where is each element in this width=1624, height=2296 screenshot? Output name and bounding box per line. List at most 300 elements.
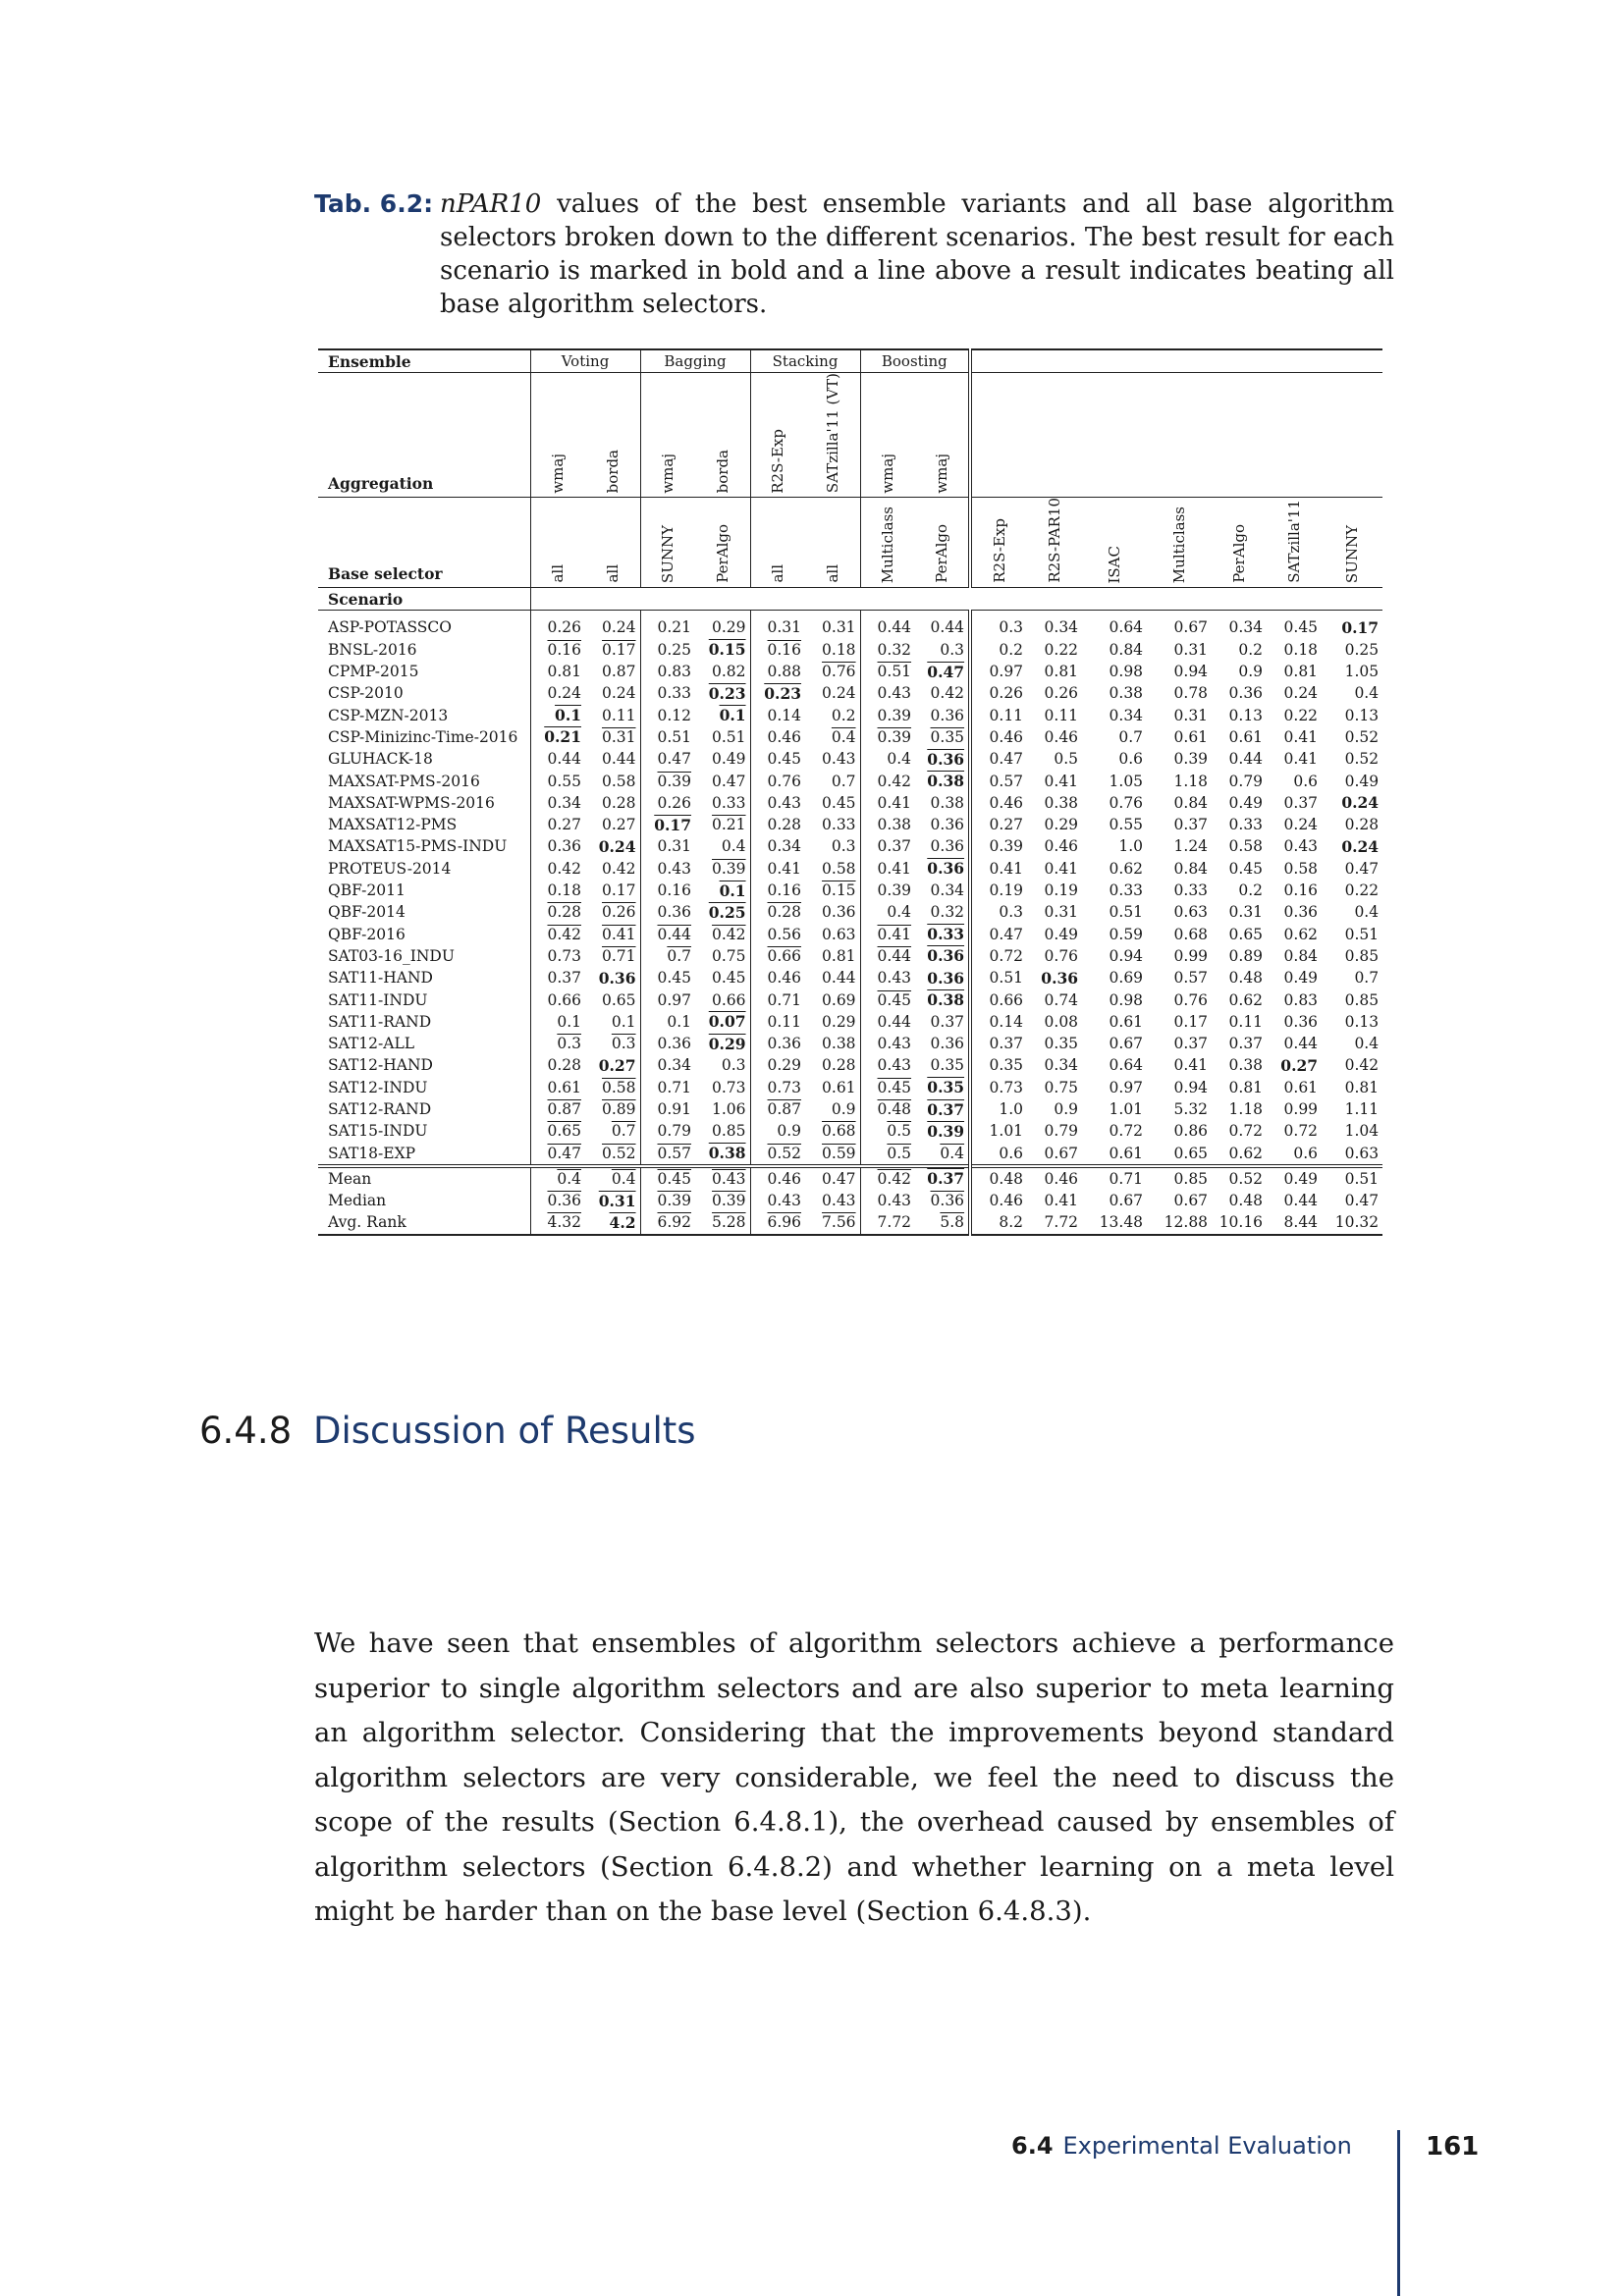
table-cell: 0.83 [1283, 990, 1319, 1009]
scenario-header-row [318, 588, 1382, 611]
aggregation-header: wmaj [933, 453, 951, 494]
table-cell: 0.23 [750, 682, 805, 704]
table-cell: 0.32 [860, 639, 915, 661]
row-label: MAXSAT12-PMS [328, 816, 458, 834]
table-cell: 0.22 [1044, 640, 1079, 659]
table-cell: 0.24 [1283, 816, 1319, 834]
group-bagging: Bagging [640, 349, 750, 373]
table-cell: 0.49 [1344, 772, 1380, 790]
row-label: SAT11-HAND [328, 969, 433, 988]
table-cell: 0.42 [1344, 1056, 1380, 1075]
table-cell: 1.11 [1344, 1100, 1380, 1118]
table-cell: 0.31 [640, 835, 695, 857]
table-cell: 0.63 [1173, 903, 1209, 922]
table-cell: 0.45 [640, 1166, 695, 1190]
row-label: SAT15-INDU [328, 1122, 428, 1141]
table-cell: 0.94 [1109, 946, 1144, 965]
table-cell: 0.14 [970, 1011, 1027, 1033]
aggregation-header: borda [713, 450, 731, 494]
table-cell: 7.72 [1044, 1213, 1079, 1232]
table-cell: 1.04 [1344, 1122, 1380, 1141]
table-cell: 0.37 [927, 1169, 965, 1189]
table-row [318, 726, 1382, 748]
table-cell: 0.87 [530, 1098, 585, 1120]
caption-label: Tab. 6.2: [314, 189, 434, 218]
table-cell: 0.69 [822, 990, 856, 1009]
table-cell: 0.84 [1109, 640, 1144, 659]
aggregation-header: wmaj [549, 453, 568, 494]
table-cell: 0.2 [970, 639, 1027, 661]
table-caption [314, 187, 1394, 321]
base-selector-row [318, 498, 1382, 588]
table-cell: 0.85 [1344, 946, 1380, 965]
table-cell: 0.37 [530, 967, 585, 988]
table-cell: 0.36 [927, 859, 965, 879]
table-cell: 0.73 [712, 1078, 746, 1096]
table-cell: 0.11 [1228, 1012, 1264, 1031]
table-cell: 0.51 [1109, 903, 1144, 922]
table-row [318, 611, 1382, 639]
table-cell: 0.42 [530, 923, 585, 944]
table-cell: 0.36 [930, 837, 965, 856]
table-cell: 0.61 [1109, 1144, 1144, 1162]
table-cell: 0.33 [1228, 816, 1264, 834]
table-cell: 0.2 [1238, 640, 1264, 659]
group-voting: Voting [530, 349, 640, 373]
table-cell: 0.38 [927, 990, 965, 1010]
table-cell: 0.28 [750, 901, 805, 923]
table-cell: 0.39 [927, 1121, 965, 1141]
table-cell: 0.45 [1228, 859, 1264, 878]
table-cell: 0.43 [860, 1054, 915, 1076]
table-cell: 0.17 [1341, 617, 1380, 637]
table-cell: 0.44 [860, 1011, 915, 1033]
table-cell: 0.37 [930, 1012, 965, 1031]
scenario-rows [318, 611, 1382, 1166]
table-cell: 0.6 [1293, 772, 1319, 790]
table-cell: 0.36 [1283, 1012, 1319, 1031]
table-cell: 0.33 [1109, 881, 1144, 900]
row-label: QBF-2011 [328, 881, 406, 900]
table-row [318, 1033, 1382, 1054]
table-cell: 0.71 [602, 946, 636, 965]
table-row [318, 880, 1382, 901]
table-cell: 0.49 [1283, 1169, 1319, 1188]
table-cell: 0.65 [1228, 925, 1264, 943]
table-row [318, 901, 1382, 923]
table-cell: 0.87 [750, 1098, 805, 1120]
table-cell: 0.41 [1283, 727, 1319, 746]
table-cell: 0.19 [1044, 881, 1079, 900]
table-cell: 0.47 [712, 772, 746, 790]
table-cell: 1.05 [1109, 772, 1144, 790]
table-cell: 0.44 [1283, 1192, 1319, 1210]
table-cell: 0.99 [1283, 1100, 1319, 1118]
table-cell: 0.49 [1283, 969, 1319, 988]
table-cell: 0.36 [530, 835, 585, 857]
base-selector-header: Multiclass [1170, 506, 1189, 584]
table-cell: 0.75 [1044, 1078, 1079, 1096]
table-cell: 0.97 [970, 661, 1027, 682]
table-cell: 0.47 [530, 1142, 585, 1165]
table-cell: 0.39 [640, 1190, 695, 1211]
table-cell: 0.35 [970, 1054, 1027, 1076]
table-cell: 0.28 [602, 793, 636, 812]
table-cell: 0.47 [822, 1169, 856, 1188]
table-cell: 0.58 [602, 1078, 636, 1096]
table-cell: 0.42 [860, 1166, 915, 1190]
table-cell: 0.37 [970, 1033, 1027, 1054]
table-cell: 0.69 [1109, 969, 1144, 988]
table-cell: 0.25 [708, 902, 746, 922]
table-cell: 0.46 [970, 792, 1027, 814]
table-cell: 0.4 [1354, 903, 1380, 922]
row-label: CSP-2010 [328, 684, 404, 703]
table-cell: 0.33 [822, 816, 856, 834]
table-cell: 0.41 [860, 858, 915, 880]
table-cell: 0.21 [530, 726, 585, 748]
table-cell: 0.81 [1044, 663, 1079, 681]
table-cell: 0.1 [640, 1011, 695, 1033]
table-cell: 0.16 [750, 639, 805, 661]
table-cell: 0.38 [822, 1035, 856, 1053]
table-cell: 0.45 [822, 793, 856, 812]
table-cell: 0.9 [750, 1120, 805, 1142]
table-cell: 0.47 [1344, 859, 1380, 878]
table-cell: 0.45 [1283, 618, 1319, 637]
table-cell: 0.42 [860, 770, 915, 791]
aggregation-header: borda [603, 450, 622, 494]
table-cell: 0.33 [1173, 881, 1209, 900]
table-cell: 0.41 [970, 858, 1027, 880]
table-cell: 0.68 [822, 1122, 856, 1141]
table-cell: 0.25 [640, 639, 695, 661]
table-cell: 0.9 [1054, 1100, 1079, 1118]
table-cell: 0.35 [927, 1078, 965, 1097]
table-cell: 0.58 [1283, 859, 1319, 878]
table-cell: 0.28 [1344, 816, 1380, 834]
table-cell: 0.39 [860, 705, 915, 726]
table-cell: 0.18 [822, 640, 856, 659]
table-cell: 0.52 [750, 1142, 805, 1165]
table-cell: 0.5 [860, 1142, 915, 1165]
table-cell: 0.68 [1173, 925, 1209, 943]
table-cell: 0.35 [1044, 1035, 1079, 1053]
table-cell: 0.42 [930, 684, 965, 703]
table-cell: 0.78 [1173, 684, 1209, 703]
table-cell: 0.7 [640, 945, 695, 967]
caption-body: values of the best ensemble variants and all base algorithm selectors broken down to the different scenarios. The best result for each scenario is marked in bold and a line above a result indicates beating all base algorithm selectors. [440, 189, 1394, 319]
table-cell: 0.73 [970, 1077, 1027, 1098]
row-label: SAT11-RAND [328, 1012, 432, 1031]
table-cell: 0.41 [860, 923, 915, 944]
table-cell: 0.89 [602, 1100, 636, 1118]
table-cell: 0.15 [708, 640, 746, 660]
table-cell: 0.11 [750, 1011, 805, 1033]
table-cell: 0.41 [860, 792, 915, 814]
table-cell: 1.18 [1228, 1100, 1264, 1118]
table-cell: 0.43 [860, 1190, 915, 1211]
table-row [318, 1211, 1382, 1234]
table-cell: 0.66 [750, 945, 805, 967]
table-cell: 0.6 [1118, 750, 1144, 769]
table-cell: 0.7 [1118, 727, 1144, 746]
table-cell: 0.31 [602, 727, 636, 746]
table-cell: 0.28 [530, 1054, 585, 1076]
table-cell: 0.3 [970, 611, 1027, 639]
table-cell: 0.43 [822, 1192, 856, 1210]
table-cell: 0.97 [1109, 1078, 1144, 1096]
table-cell: 0.44 [822, 969, 856, 988]
table-cell: 0.61 [822, 1078, 856, 1096]
table-cell: 0.43 [860, 1033, 915, 1054]
table-cell: 0.1 [611, 1012, 636, 1031]
aggregation-row [318, 373, 1382, 498]
table-cell: 5.32 [1173, 1100, 1209, 1118]
table-cell: 0.4 [831, 727, 856, 746]
table-cell: 0.99 [1173, 946, 1209, 965]
base-selector-header: SUNNY [659, 524, 677, 584]
table-cell: 0.24 [530, 682, 585, 704]
table-cell: 0.38 [1109, 684, 1144, 703]
table-cell: 0.59 [822, 1144, 856, 1162]
table-cell: 0.34 [1228, 618, 1264, 637]
table-cell: 0.46 [1044, 1169, 1079, 1188]
table-cell: 0.43 [860, 682, 915, 704]
table-cell: 0.16 [750, 880, 805, 901]
table-cell: 0.41 [1044, 772, 1079, 790]
table-cell: 0.44 [602, 750, 636, 769]
table-cell: 5.28 [712, 1213, 746, 1232]
table-row [318, 770, 1382, 791]
table-cell: 0.39 [712, 1192, 746, 1210]
table-cell: 0.76 [822, 663, 856, 681]
table-row [318, 858, 1382, 880]
table-cell: 0.84 [1173, 859, 1209, 878]
table-cell: 13.48 [1099, 1213, 1144, 1232]
table-cell: 0.47 [927, 662, 965, 681]
table-cell: 8.44 [1283, 1213, 1319, 1232]
table-cell: 4.2 [609, 1212, 636, 1232]
group-header-row [318, 349, 1382, 373]
table-cell: 0.13 [1344, 1012, 1380, 1031]
table-cell: 0.86 [1173, 1122, 1209, 1141]
table-cell: 0.34 [530, 792, 585, 814]
table-row [318, 1190, 1382, 1211]
table-cell: 0.41 [1173, 1056, 1209, 1075]
table-cell: 0.65 [1173, 1144, 1209, 1162]
table-cell: 0.38 [930, 793, 965, 812]
table-cell: 0.85 [712, 1122, 746, 1141]
table-cell: 0.46 [1044, 727, 1079, 746]
table-cell: 0.31 [1044, 903, 1079, 922]
table-cell: 0.4 [721, 837, 746, 856]
table-cell: 0.41 [1044, 859, 1079, 878]
table-cell: 0.24 [602, 618, 636, 637]
table-cell: 0.43 [822, 750, 856, 769]
table-cell: 0.74 [1044, 990, 1079, 1009]
table-row [318, 639, 1382, 661]
table-cell: 0.44 [530, 748, 585, 770]
table-row [318, 748, 1382, 770]
table-row [318, 1054, 1382, 1076]
table-cell: 0.17 [602, 881, 636, 900]
table-cell: 0.3 [940, 640, 965, 659]
table-cell: 1.06 [712, 1100, 746, 1118]
table-cell: 0.36 [598, 968, 636, 988]
section-number: 6.4.8 [199, 1410, 293, 1452]
footer-section [1011, 2132, 1352, 2160]
base-selector-header: all [603, 564, 622, 584]
table-cell: 0.4 [860, 901, 915, 923]
table-cell: 0.61 [1283, 1078, 1319, 1096]
table-cell: 0.52 [1344, 727, 1380, 746]
table-cell: 0.57 [640, 1142, 695, 1165]
table-cell: 0.72 [1109, 1122, 1144, 1141]
table-cell: 0.36 [640, 1033, 695, 1054]
table-cell: 0.73 [750, 1077, 805, 1098]
table-cell: 0.59 [1109, 925, 1144, 943]
table-cell: 0.43 [860, 967, 915, 988]
row-label: Mean [328, 1169, 372, 1188]
table-cell: 0.29 [822, 1012, 856, 1031]
table-cell: 0.67 [1109, 1192, 1144, 1210]
table-row [318, 661, 1382, 682]
table-cell: 0.39 [860, 726, 915, 748]
table-cell: 0.57 [1173, 969, 1209, 988]
table-cell: 0.61 [1173, 727, 1209, 746]
table-cell: 0.75 [712, 946, 746, 965]
table-cell: 1.0 [1118, 837, 1144, 856]
table-cell: 1.05 [1344, 663, 1380, 681]
table-cell: 0.51 [640, 726, 695, 748]
table-cell: 0.44 [930, 618, 965, 637]
table-cell: 0.76 [1044, 946, 1079, 965]
table-cell: 0.48 [1228, 969, 1264, 988]
table-cell: 0.31 [1173, 706, 1209, 724]
table-cell: 0.52 [1228, 1169, 1264, 1188]
table-cell: 0.25 [1344, 640, 1380, 659]
table-cell: 1.0 [970, 1098, 1027, 1120]
row-label: MAXSAT-PMS-2016 [328, 772, 480, 790]
table-cell: 0.36 [930, 1192, 965, 1210]
table-cell: 0.76 [1173, 990, 1209, 1009]
table-cell: 0.16 [530, 639, 585, 661]
row-label: MAXSAT15-PMS-INDU [328, 837, 508, 856]
table-cell: 0.47 [1344, 1192, 1380, 1210]
table-cell: 0.45 [860, 1077, 915, 1098]
table-cell: 0.24 [1341, 793, 1380, 813]
table-cell: 0.16 [640, 880, 695, 901]
table-cell: 0.43 [750, 792, 805, 814]
table-cell: 0.37 [860, 835, 915, 857]
table-cell: 0.22 [1344, 881, 1380, 900]
footer-rule [1397, 2130, 1400, 2296]
ensemble-label: Ensemble [328, 351, 411, 371]
table-cell: 0.62 [1228, 1144, 1264, 1162]
row-label: CSP-Minizinc-Time-2016 [328, 727, 518, 746]
table-cell: 0.24 [602, 684, 636, 703]
table-cell: 0.14 [750, 705, 805, 726]
table-cell: 0.76 [1109, 793, 1144, 812]
scenario-label: Scenario [328, 589, 404, 609]
table-cell: 0.43 [1283, 837, 1319, 856]
base-selector-header: ISAC [1106, 545, 1124, 584]
table-cell: 0.9 [831, 1100, 856, 1118]
row-label: SAT12-HAND [328, 1056, 433, 1075]
table-cell: 0.89 [1228, 946, 1264, 965]
table-cell: 0.07 [708, 1012, 746, 1032]
table-cell: 0.37 [927, 1099, 965, 1119]
table-cell: 0.79 [640, 1120, 695, 1142]
table-cell: 0.55 [530, 770, 585, 791]
table-cell: 0.62 [1283, 925, 1319, 943]
table-cell: 0.17 [602, 640, 636, 659]
table-cell: 0.67 [1173, 1192, 1209, 1210]
table-cell: 0.27 [970, 814, 1027, 835]
base-selector-header: R2S-PAR10 [1046, 498, 1064, 584]
table-cell: 0.42 [712, 925, 746, 943]
table-cell: 0.46 [750, 967, 805, 988]
table-cell: 4.32 [530, 1211, 585, 1234]
table-cell: 0.4 [530, 1166, 585, 1190]
table-cell: 0.51 [1344, 925, 1380, 943]
table-cell: 0.34 [640, 1054, 695, 1076]
table-cell: 0.66 [712, 990, 746, 1009]
aggregation-label: Aggregation [328, 474, 434, 494]
table-cell: 10.16 [1218, 1213, 1264, 1232]
table-cell: 0.97 [640, 988, 695, 1010]
table-cell: 0.36 [930, 816, 965, 834]
table-row [318, 814, 1382, 835]
table-row [318, 1166, 1382, 1190]
table-cell: 0.26 [530, 611, 585, 639]
table-cell: 0.52 [602, 1144, 636, 1162]
table-cell: 0.46 [1044, 837, 1079, 856]
table-cell: 0.63 [822, 925, 856, 943]
table-cell: 1.01 [1109, 1100, 1144, 1118]
row-label: SAT11-INDU [328, 990, 428, 1009]
table-cell: 0.45 [860, 988, 915, 1010]
table-cell: 0.65 [602, 990, 636, 1009]
table-cell: 0.42 [530, 858, 585, 880]
table-cell: 0.72 [970, 945, 1027, 967]
table-cell: 0.6 [1293, 1144, 1319, 1162]
table-cell: 0.51 [1344, 1169, 1380, 1188]
table-cell: 0.35 [930, 1056, 965, 1075]
table-cell: 0.76 [750, 770, 805, 791]
table-cell: 0.56 [750, 923, 805, 944]
table-cell: 0.88 [750, 661, 805, 682]
base-selector-header: all [823, 564, 841, 584]
table-cell: 0.4 [940, 1144, 965, 1162]
table-cell: 0.7 [1354, 969, 1380, 988]
table-cell: 0.23 [708, 683, 746, 703]
row-label: BNSL-2016 [328, 640, 417, 659]
table-cell: 0.33 [640, 682, 695, 704]
table-cell: 0.31 [822, 618, 856, 637]
table-cell: 0.66 [970, 988, 1027, 1010]
table-cell: 0.52 [1344, 750, 1380, 769]
table-cell: 0.9 [1238, 663, 1264, 681]
table-row [318, 945, 1382, 967]
table-cell: 0.22 [1283, 706, 1319, 724]
section-title: Discussion of Results [313, 1410, 696, 1452]
table-cell: 0.13 [1228, 706, 1264, 724]
table-cell: 0.49 [1228, 793, 1264, 812]
table-cell: 0.24 [1341, 836, 1380, 856]
table-cell: 0.4 [1354, 684, 1380, 703]
